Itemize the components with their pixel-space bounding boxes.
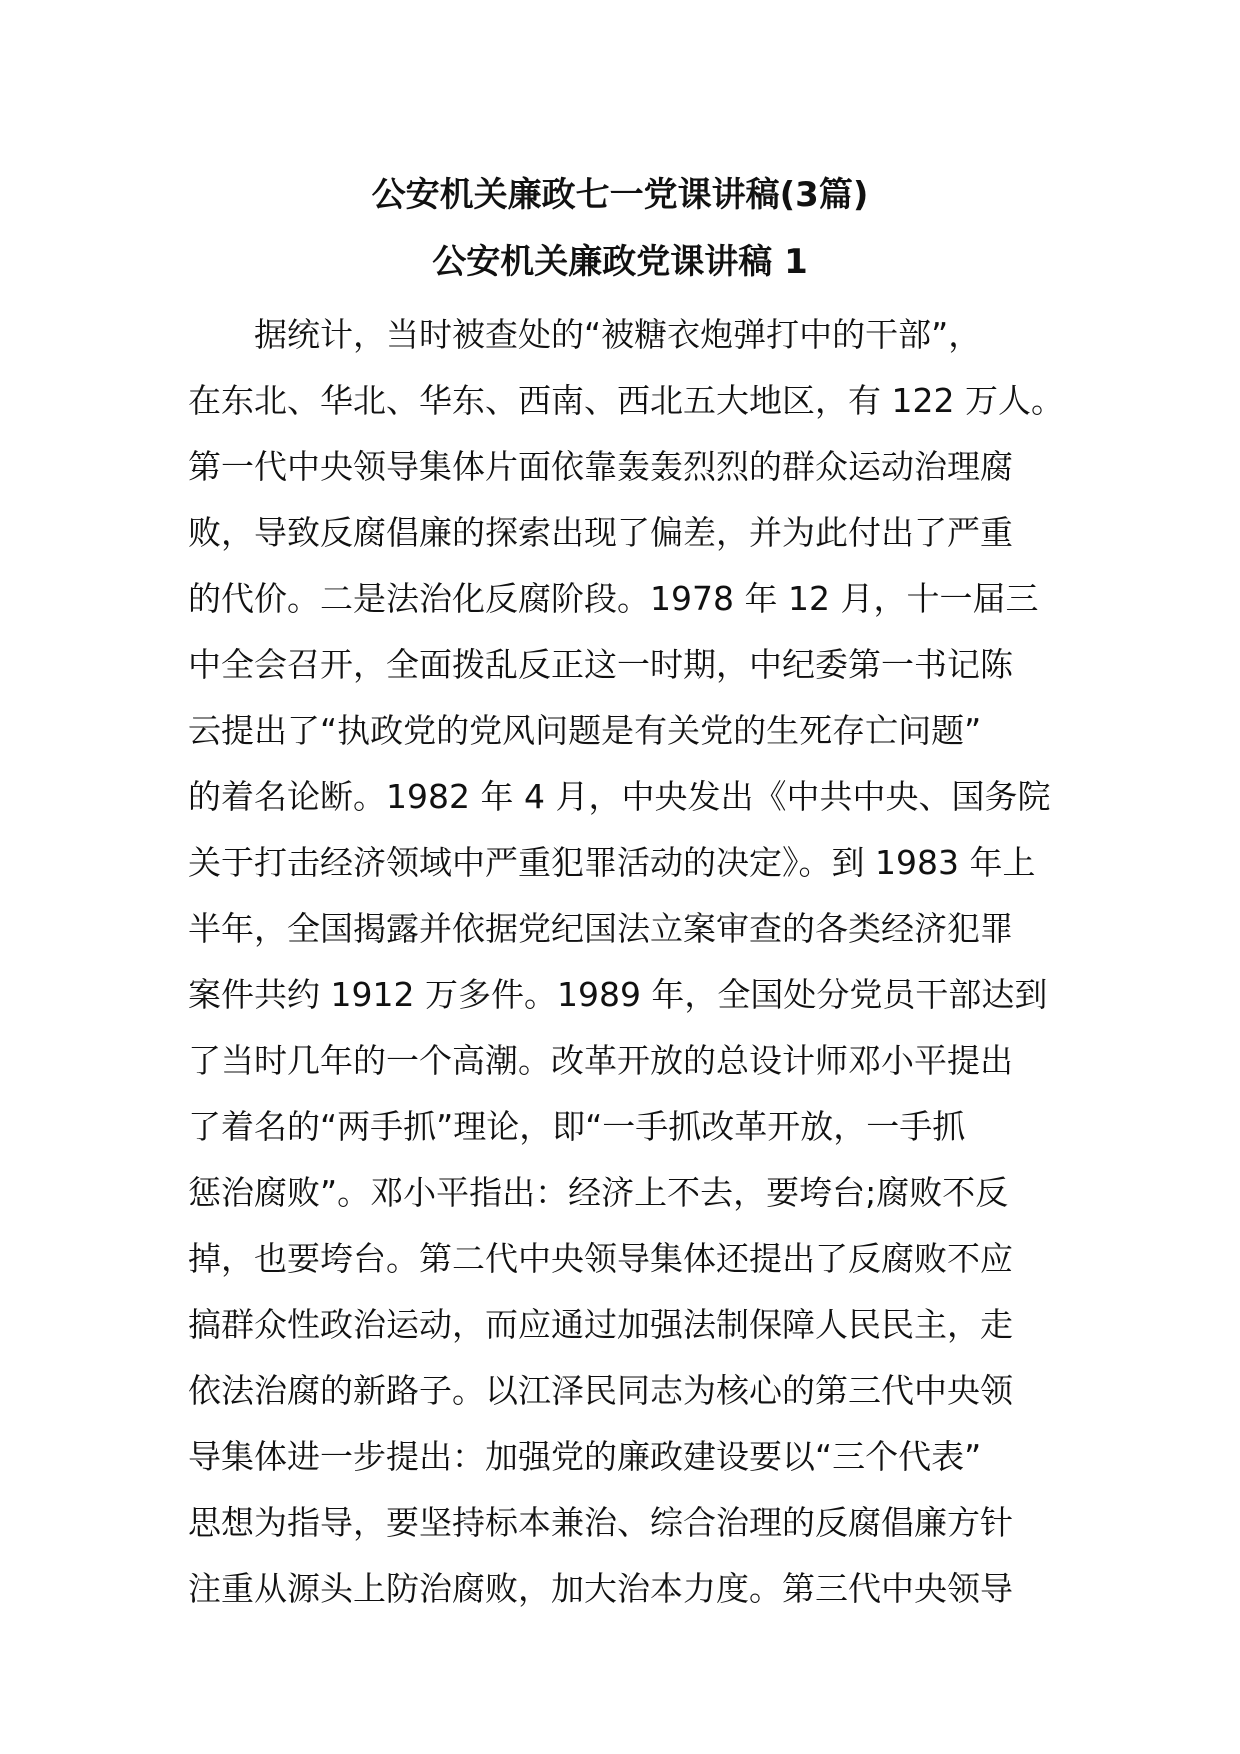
document-title: 公安机关廉政七一党课讲稿(3篇) — [371, 175, 869, 215]
paragraph-line: 思想为指导，要坚持标本兼治、综合治理的反腐倡廉方针 — [188, 1503, 1013, 1542]
section-heading: 公安机关廉政党课讲稿 1 — [432, 242, 808, 282]
paragraph-line: 关于打击经济领域中严重犯罪活动的决定》。到 1983 年上 — [188, 843, 1036, 882]
paragraph-line: 了当时几年的一个高潮。改革开放的总设计师邓小平提出 — [188, 1041, 1013, 1080]
paragraph-line: 在东北、华北、华东、西南、西北五大地区，有 122 万人。 — [188, 381, 1064, 420]
paragraph-line: 据统计，当时被查处的“被糖衣炮弹打中的干部”， — [254, 315, 982, 354]
paragraph-line: 了着名的“两手抓”理论，即“一手抓改革开放，一手抓 — [188, 1107, 966, 1146]
paragraph-line: 导集体进一步提出：加强党的廉政建设要以“三个代表” — [188, 1437, 982, 1476]
paragraph-line: 第一代中央领导集体片面依靠轰轰烈烈的群众运动治理腐 — [188, 447, 1013, 486]
paragraph-line: 搞群众性政治运动，而应通过加强法制保障人民民主，走 — [188, 1305, 1013, 1344]
paragraph-line: 云提出了“执政党的党风问题是有关党的生死存亡问题” — [188, 711, 982, 750]
paragraph-line: 中全会召开，全面拨乱反正这一时期，中纪委第一书记陈 — [188, 645, 1013, 684]
paragraph-line: 依法治腐的新路子。以江泽民同志为核心的第三代中央领 — [188, 1371, 1013, 1410]
paragraph-line: 案件共约 1912 万多件。1989 年，全国处分党员干部达到 — [188, 975, 1048, 1014]
paragraph-line: 的代价。二是法治化反腐阶段。1978 年 12 月，十一届三 — [188, 579, 1039, 618]
paragraph-line: 败，导致反腐倡廉的探索出现了偏差，并为此付出了严重 — [188, 513, 1013, 552]
body-paragraph — [188, 302, 1068, 1622]
paragraph-line: 掉，也要垮台。第二代中央领导集体还提出了反腐败不应 — [188, 1239, 1013, 1278]
paragraph-line: 半年，全国揭露并依据党纪国法立案审查的各类经济犯罪 — [188, 909, 1013, 948]
paragraph-line: 注重从源头上防治腐败，加大治本力度。第三代中央领导 — [188, 1569, 1013, 1608]
paragraph-line: 的着名论断。1982 年 4 月，中央发出《中共中央、国务院 — [188, 777, 1051, 816]
paragraph-line: 惩治腐败”。邓小平指出：经济上不去，要垮台;腐败不反 — [188, 1173, 1009, 1212]
